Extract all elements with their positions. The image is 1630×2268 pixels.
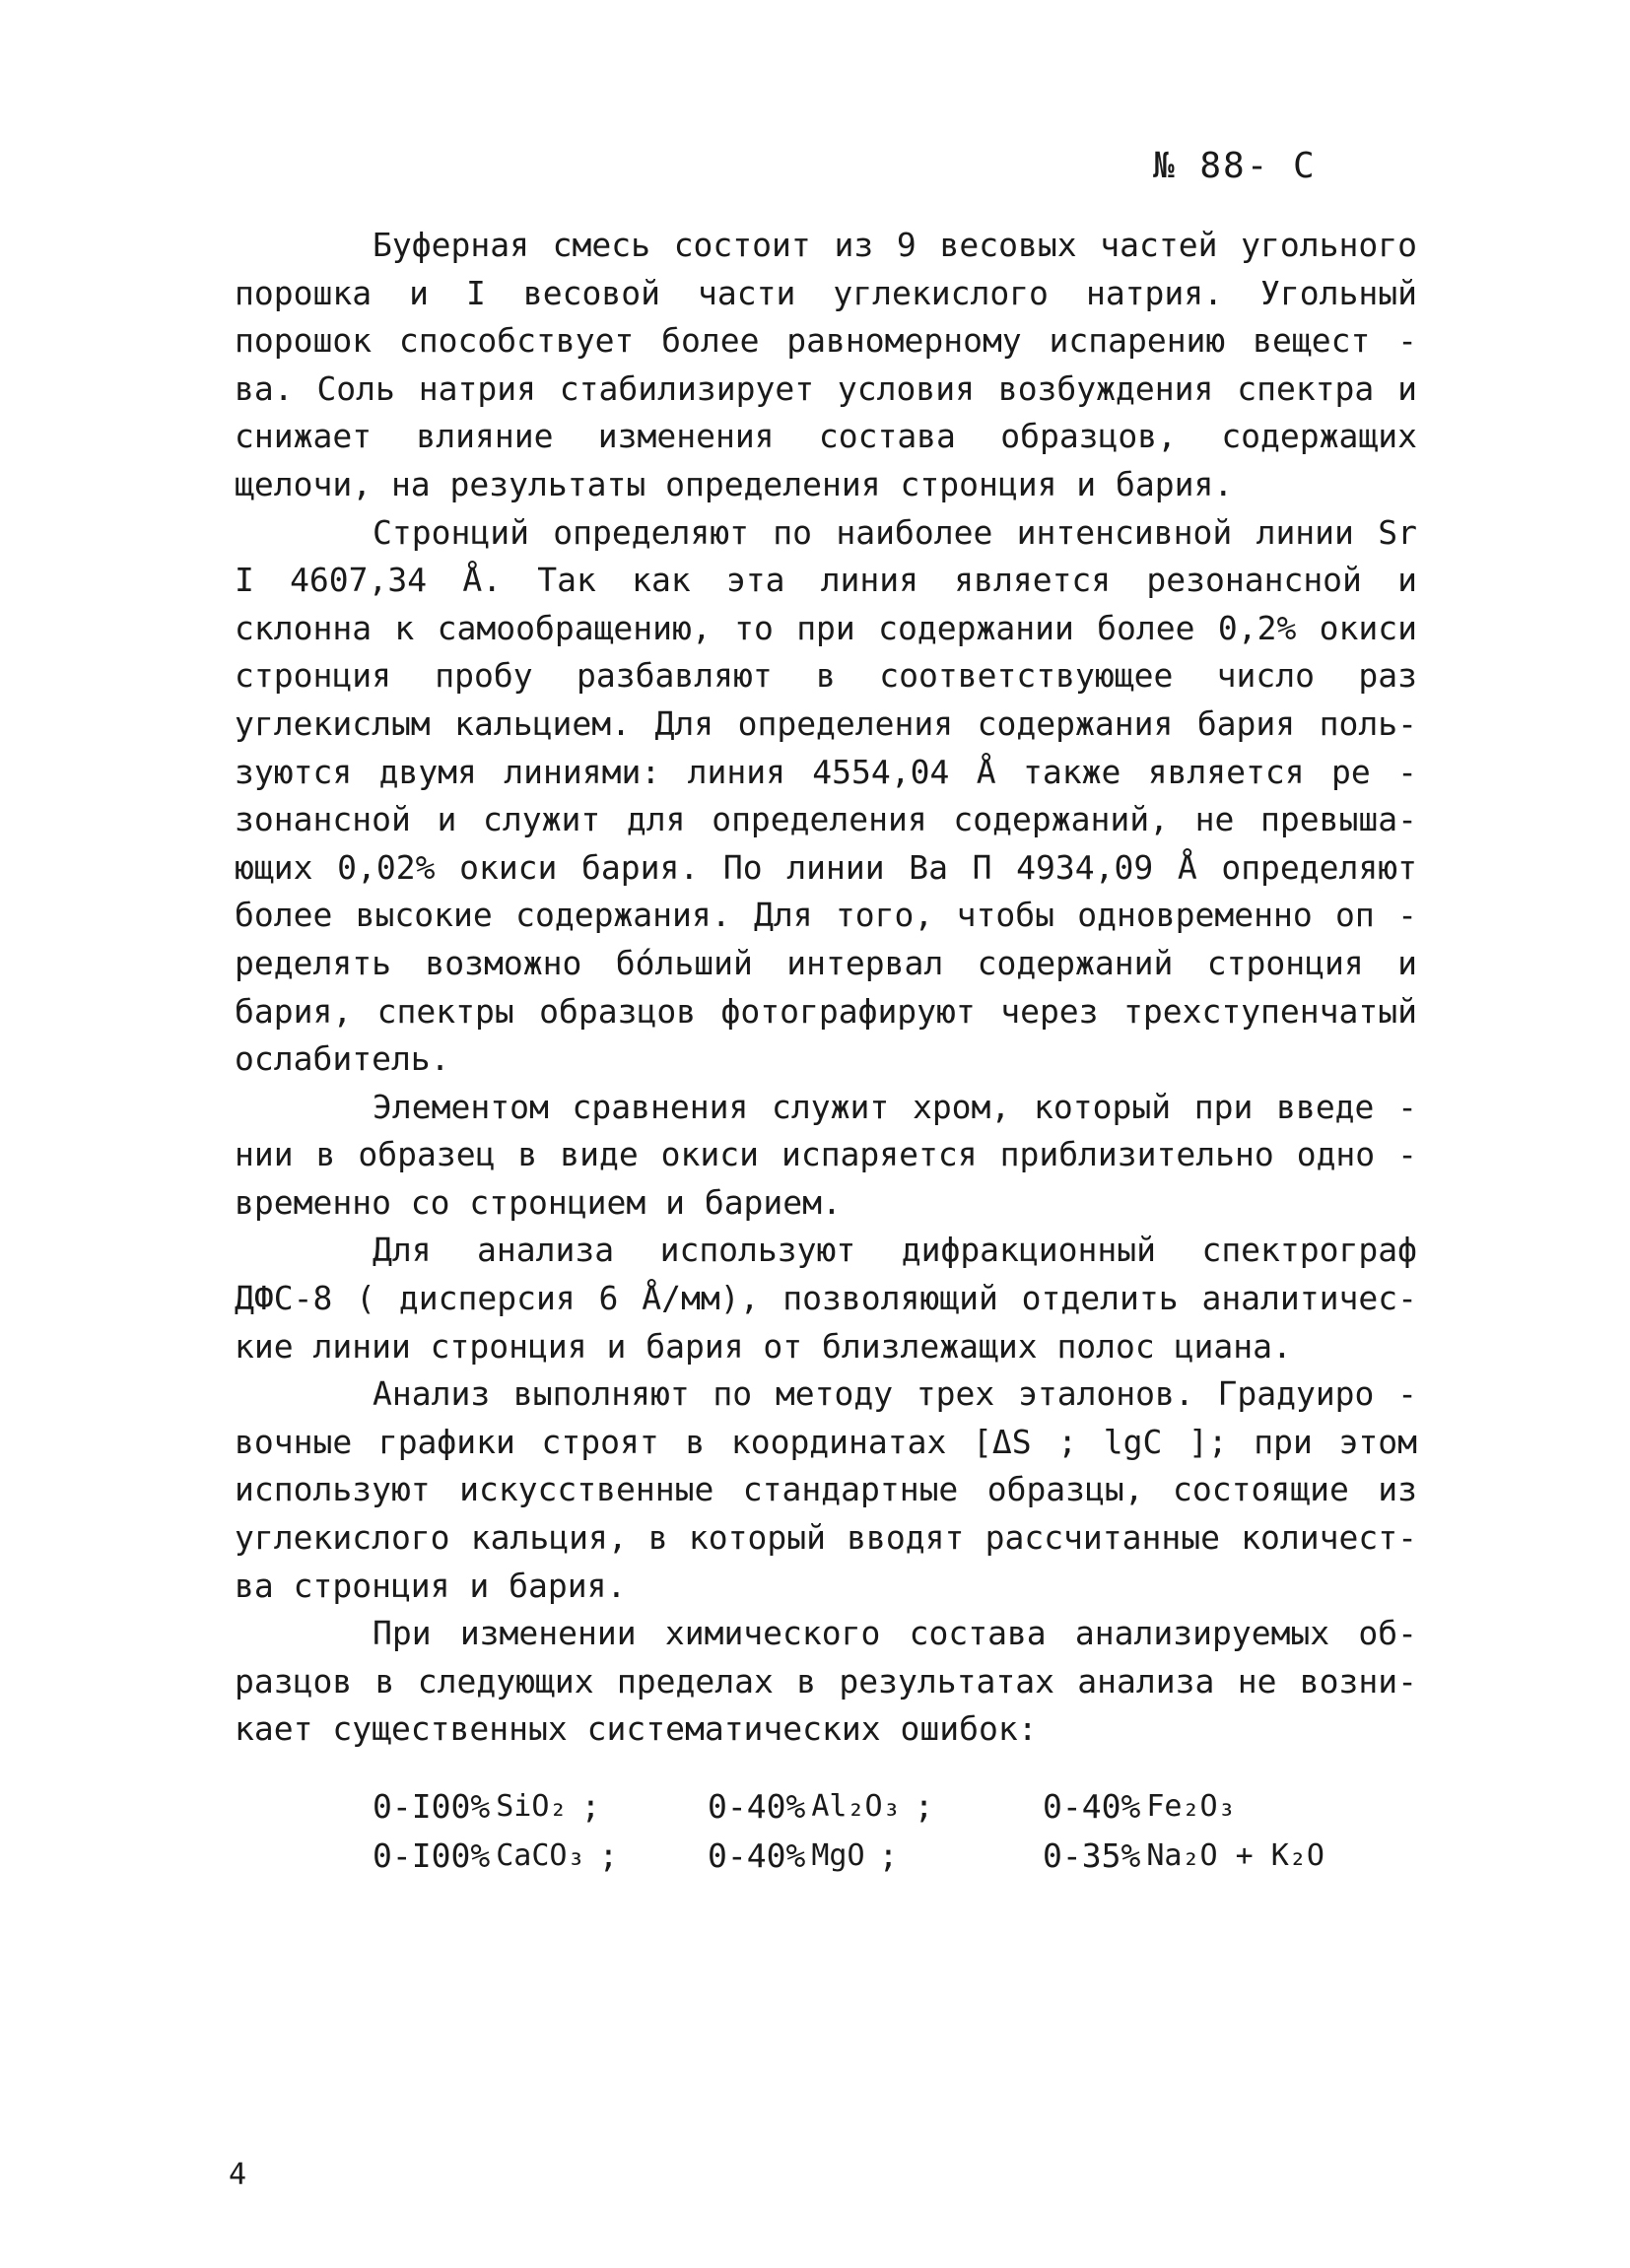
composition-row — [373, 1831, 1358, 1880]
composition-range: 0-40% — [708, 1835, 806, 1875]
composition-separator: ; — [914, 1786, 934, 1826]
composition-item — [708, 1836, 1043, 1875]
composition-formula: Al₂O₃ — [811, 1788, 901, 1824]
paragraph-composition-intro: При изменении химического состава анализируемых об- разцов в следующих пределах в результатах анализа не возни- кает существенных систематических ошибок: — [235, 1614, 1417, 1749]
composition-range: 0-I00% — [373, 1835, 491, 1875]
composition-item — [373, 1836, 708, 1875]
composition-item — [1043, 1836, 1358, 1875]
composition-item — [1043, 1787, 1358, 1826]
paragraph-calibration: Анализ выполняют по методу трех эталонов. Градуиро - вочные графики строят в координатах [ΔS ; lgC ]; при этом используют искусственные стандартные образцы, состоящие из углекислого кальция, в который вводят рассчитанные количест- ва стронция и бария. — [235, 1374, 1417, 1605]
composition-item — [373, 1787, 708, 1826]
composition-formula: CaCO₃ — [496, 1837, 585, 1873]
paragraph-spectrograph: Для анализа используют дифракционный спектрограф ДФС-8 ( дисперсия 6 Å/мм), позволяющий отделить аналитичес- кие линии стронция и бария от близлежащих полос циана. — [235, 1231, 1417, 1366]
composition-row — [373, 1781, 1358, 1831]
body-text — [235, 222, 1417, 1754]
page-number: 4 — [229, 2158, 247, 2192]
composition-range: 0-40% — [708, 1786, 806, 1826]
composition-formula: Na₂O + K₂O — [1146, 1837, 1324, 1873]
composition-formula: Fe₂O₃ — [1146, 1788, 1236, 1824]
composition-formula: SiO₂ — [496, 1788, 568, 1824]
composition-item — [708, 1787, 1043, 1826]
composition-separator: ; — [878, 1835, 899, 1875]
paragraph-buffer-mixture: Буферная смесь состоит из 9 весовых частей угольного порошка и I весовой части углекислого натрия. Угольный порошок способствует более равномерному испарению вещест - ва. Соль натрия стабилизирует условия возбуждения спектра и снижает влияние изменения состава образцов, содержащих щелочи, на результаты определения стронция и бария. — [235, 226, 1417, 503]
paragraph-strontium-barium-lines: Стронций определяют по наиболее интенсивной линии Sr I 4607,34 Å. Так как эта линия является резонансной и склонна к самообращению, то при содержании более 0,2% окиси стронция пробу разбавляют в соответствующее число раз углекислым кальцием. Для определения содержания бария поль- зуются двумя линиями: линия 4554,04 Å также является ре - зонансной и служит для определения содержаний, не превыша- ющих 0,02% окиси бария. По линии Ва П 4934,09 Å определяют более высокие содержания. Для того, чтобы одновременно оп - ределять возможно бóльший интервал содержаний стронция и бария, спектры образцов фотографируют через трехступенчатый ослабитель. — [235, 512, 1417, 1079]
composition-limits-list — [373, 1781, 1358, 1880]
composition-separator: ; — [580, 1786, 601, 1826]
composition-formula: MgO — [811, 1837, 865, 1873]
composition-separator: ; — [598, 1835, 619, 1875]
composition-range: 0-40% — [1043, 1786, 1141, 1826]
document-number: № 88- С — [1153, 146, 1317, 186]
paragraph-comparison-element: Элементом сравнения служит хром, который при введе - нии в образец в виде окиси испаряется приблизительно одно - временно со стронцием и барием. — [235, 1087, 1417, 1222]
composition-range: 0-I00% — [373, 1786, 491, 1826]
composition-range: 0-35% — [1043, 1835, 1141, 1875]
